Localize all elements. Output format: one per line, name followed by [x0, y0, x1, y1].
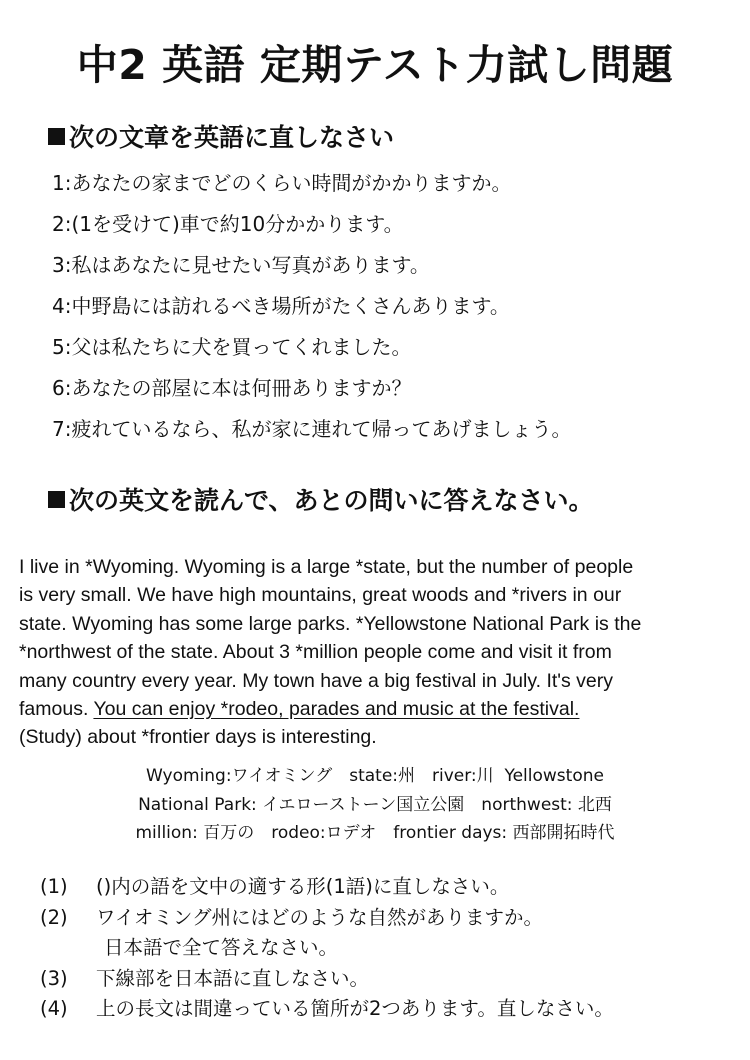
task-sub-text: 日本語で全て答えなさい。 [104, 936, 339, 959]
task-text: ()内の語を文中の適する形(1語)に直しなさい。 [96, 875, 510, 898]
question-item: 4:中野島には訪れるべき場所がたくさんあります。 [52, 294, 510, 318]
task-text: 下線部を日本語に直しなさい。 [96, 966, 370, 990]
task-text [96, 903, 543, 964]
passage-line: state. Wyoming has some large parks. *Yellowstone National Park is the [19, 612, 642, 635]
section-heading-translation [48, 118, 394, 154]
question-item: 1:あなたの家までどのくらい時間がかかりますか。 [52, 171, 512, 195]
task-number: (2) [40, 905, 68, 929]
underlined-sentence: You can enjoy *rodeo, parades and music at the festival. [93, 698, 580, 721]
task-item [40, 903, 614, 964]
task-text: 上の長文は間違っている箇所が2つあります。直しなさい。 [96, 997, 614, 1020]
task-item [40, 872, 614, 903]
question-item: 2:(1を受けて)車で約10分かかります。 [52, 212, 404, 236]
passage-line: many country every year. My town have a big festival in July. It's very [19, 669, 614, 692]
translation-question-list [52, 168, 571, 455]
black-square-icon [48, 491, 65, 508]
glossary-line: Wyoming:ワイオミング state:州 river:川 Yellowstone [146, 766, 604, 786]
reading-passage [19, 553, 735, 752]
black-square-icon [48, 128, 65, 145]
question-item: 3:私はあなたに見せたい写真があります。 [52, 253, 430, 277]
passage-line: I live in *Wyoming. Wyoming is a large *state, but the number of people [19, 556, 634, 578]
task-number: (3) [40, 966, 68, 990]
passage-line: is very small. We have high mountains, great woods and *rivers in our [19, 584, 622, 607]
task-item [40, 964, 614, 995]
question-item: 7:疲れているなら、私が家に連れて帰ってあげましょう。 [52, 417, 572, 441]
glossary-line: National Park: イエローストーン国立公園 northwest: 北西 [138, 794, 612, 815]
task-main-text: ワイオミング州にはどのような自然がありますか。 [96, 905, 543, 929]
page-title: 中2 英語 定期テスト力試し問題 [76, 41, 674, 89]
question-item: 5:父は私たちに犬を買ってくれました。 [52, 335, 412, 359]
question-item: 6:あなたの部屋に本は何冊ありますか？ [52, 376, 412, 400]
passage-line: (Study) about *frontier days is interesting. [19, 726, 377, 749]
section-heading-text: 次の英文を読んで、あとの問いに答えなさい。 [69, 486, 594, 515]
reading-task-list [40, 872, 614, 1025]
passage-line [19, 695, 735, 723]
task-item [40, 994, 614, 1025]
task-number: (4) [40, 997, 68, 1020]
passage-text: famous. [19, 698, 94, 721]
vocabulary-glossary [0, 762, 750, 848]
section-heading-reading [48, 481, 594, 517]
passage-line: *northwest of the state. About 3 *million people come and visit it from [19, 641, 612, 664]
task-number: (1) [40, 875, 68, 898]
glossary-line: million: 百万の rodeo:ロデオ frontier days: 西部開拓時代 [135, 823, 615, 843]
section-heading-text: 次の文章を英語に直しなさい [69, 123, 395, 152]
